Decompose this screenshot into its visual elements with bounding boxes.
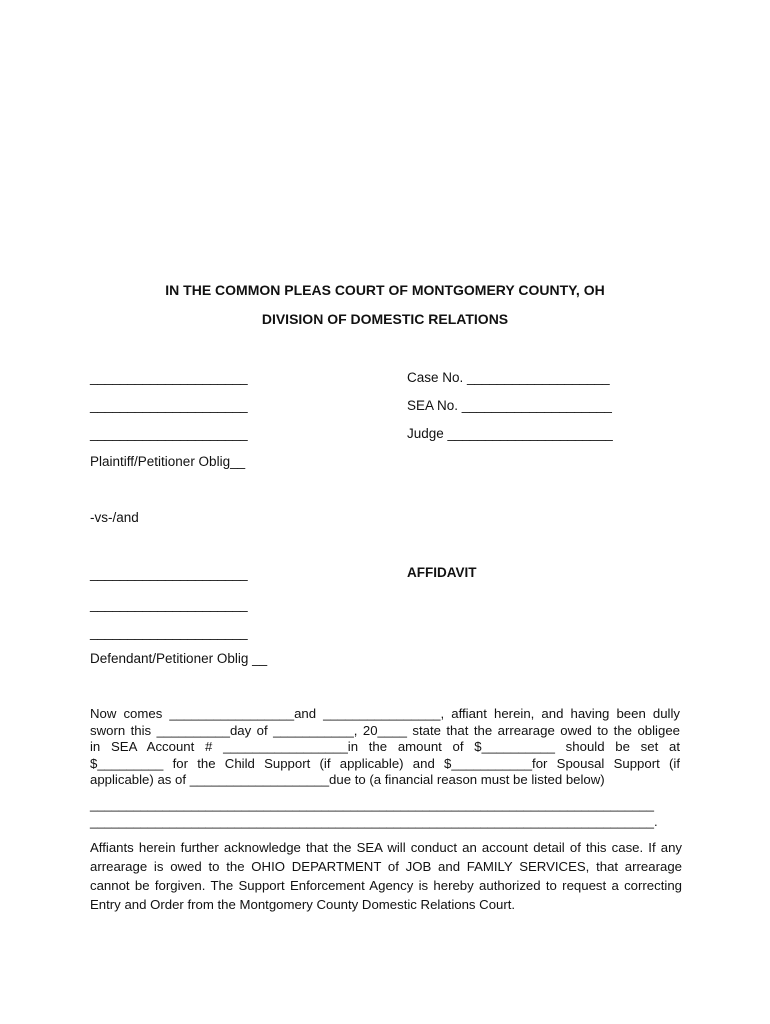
- affidavit-body-paragraph: [90, 706, 680, 789]
- division-title: DIVISION OF DOMESTIC RELATIONS: [261, 311, 509, 327]
- reason-line-1[interactable]: ______________________________________________________________________________: [90, 797, 654, 812]
- affidavit-title: AFFIDAVIT: [407, 565, 477, 580]
- ack-line-1: Affiants herein further acknowledge that the SEA will conduct an account detail of this case. If any: [90, 840, 682, 855]
- versus-label: -vs-/and: [90, 510, 139, 525]
- reason-line-2[interactable]: ______________________________________________________________________________.: [90, 814, 658, 829]
- body-line-1[interactable]: Now comes _________________and ________________, affiant herein, and having been dully: [90, 706, 680, 721]
- defendant-label: Defendant/Petitioner Oblig __: [90, 651, 268, 666]
- judge-field[interactable]: Judge ______________________: [407, 426, 613, 441]
- body-line-5[interactable]: applicable) as of ___________________due to (a financial reason must be listed below): [90, 772, 605, 787]
- body-line-3[interactable]: in SEA Account # _________________in the amount of $__________ should be set at: [90, 739, 680, 754]
- plaintiff-name-field-2[interactable]: _____________________: [90, 398, 248, 413]
- plaintiff-name-field-1[interactable]: _____________________: [90, 370, 248, 385]
- sea-number-field[interactable]: SEA No. ____________________: [407, 398, 612, 413]
- body-line-4[interactable]: $_________ for the Child Support (if applicable) and $___________for Spousal Support (if: [90, 755, 680, 771]
- ack-line-2: arrearage is owed to the OHIO DEPARTMENT of JOB and FAMILY SERVICES, that arrearage: [90, 859, 682, 874]
- acknowledgement-paragraph: [90, 838, 682, 914]
- plaintiff-name-field-3[interactable]: _____________________: [90, 426, 248, 441]
- ack-line-4: Entry and Order from the Montgomery County Domestic Relations Court.: [90, 897, 516, 912]
- ack-line-3: cannot be forgiven. The Support Enforcement Agency is hereby authorized to request a correcting: [90, 878, 682, 893]
- defendant-name-field-3[interactable]: _____________________: [90, 625, 248, 640]
- plaintiff-label: Plaintiff/Petitioner Oblig__: [90, 454, 246, 469]
- defendant-name-field-2[interactable]: _____________________: [90, 597, 248, 612]
- case-number-field[interactable]: Case No. ___________________: [407, 370, 610, 385]
- body-line-2[interactable]: sworn this __________day of ___________, 20____ state that the arrearage owed to the obligee: [90, 722, 680, 738]
- court-title: IN THE COMMON PLEAS COURT OF MONTGOMERY COUNTY, OH: [165, 282, 605, 298]
- defendant-name-field-1[interactable]: _____________________: [90, 566, 248, 581]
